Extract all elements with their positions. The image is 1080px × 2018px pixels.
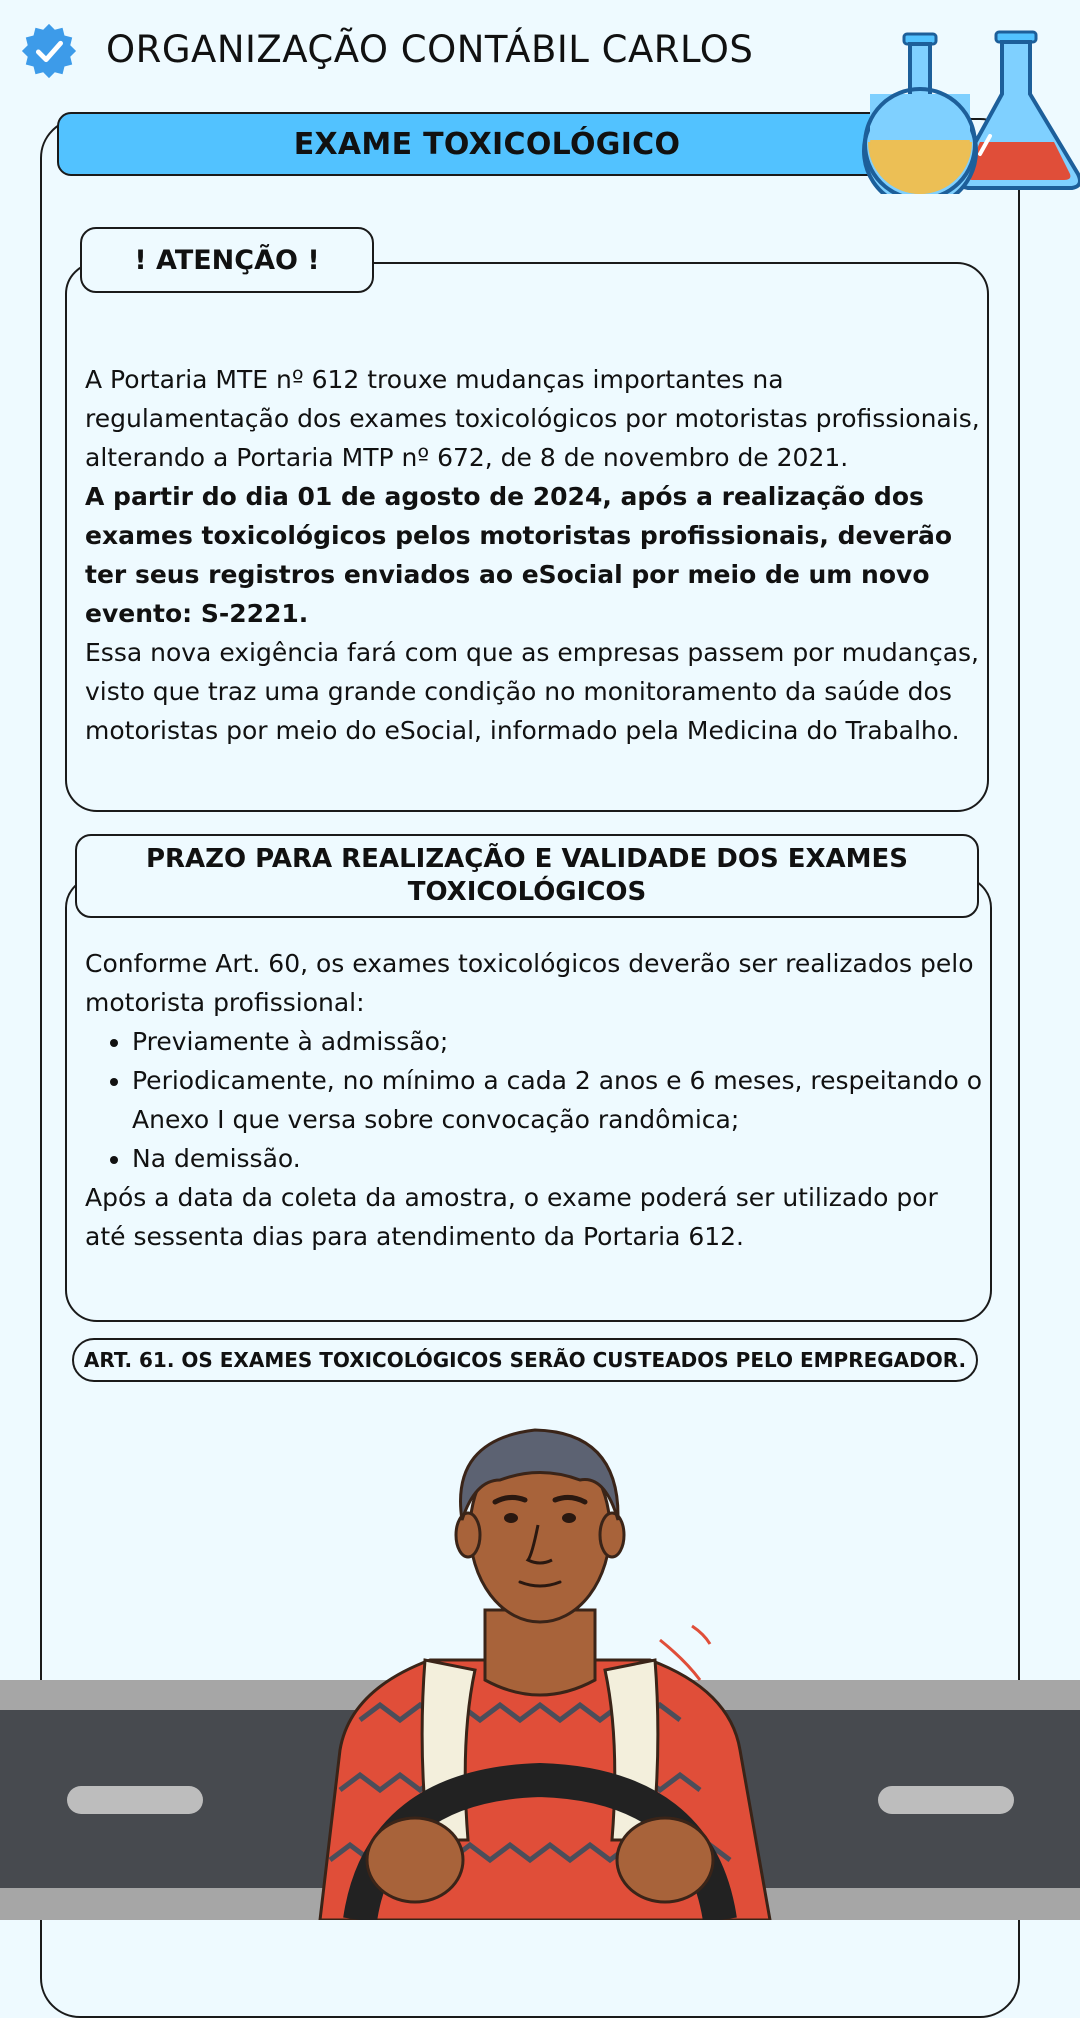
- list-item: • Previamente à admissão;: [132, 1022, 985, 1061]
- deadline-heading: PRAZO PARA REALIZAÇÃO E VALIDADE DOS EXAMES TOXICOLÓGICOS: [75, 834, 979, 918]
- company-name: ORGANIZAÇÃO CONTÁBIL CARLOS: [106, 28, 754, 71]
- deadline-intro: Conforme Art. 60, os exames toxicológicos deverão ser realizados pelo motorista profissional:: [85, 949, 974, 1017]
- deadline-outro: Após a data da coleta da amostra, o exame poderá ser utilizado por até sessenta dias para atendimento da Portaria 612.: [85, 1183, 938, 1251]
- deadline-list: [85, 1022, 985, 1178]
- lab-flasks-icon: [860, 24, 1080, 194]
- page-title: EXAME TOXICOLÓGICO: [57, 112, 917, 176]
- list-item: • Na demissão.: [132, 1139, 985, 1178]
- attention-paragraph-2: A partir do dia 01 de agosto de 2024, após a realização dos exames toxicológicos pelos motoristas profissionais, deverão ter seus registros enviados ao eSocial por meio de um novo evento: S-2221.: [85, 482, 953, 628]
- lane-marking-right: [878, 1786, 1014, 1814]
- verified-badge-icon: [20, 22, 78, 80]
- driver-illustration: [300, 1420, 780, 1920]
- list-item: • Periodicamente, no mínimo a cada 2 anos e 6 meses, respeitando o Anexo I que versa sobre convocação randômica;: [132, 1061, 985, 1139]
- attention-heading: ! ATENÇÃO !: [80, 227, 374, 293]
- attention-paragraph-1: A Portaria MTE nº 612 trouxe mudanças importantes na regulamentação dos exames toxicológicos por motoristas profissionais, alterando a Portaria MTP nº 672, de 8 de novembro de 2021.: [85, 365, 980, 472]
- attention-paragraph-3: Essa nova exigência fará com que as empresas passem por mudanças, visto que traz uma grande condição no monitoramento da saúde dos motoristas por meio do eSocial, informado pela Medicina do Trabalho.: [85, 638, 979, 745]
- art61-banner: ART. 61. OS EXAMES TOXICOLÓGICOS SERÃO CUSTEADOS PELO EMPREGADOR.: [72, 1338, 978, 1382]
- deadline-content: [85, 944, 985, 1256]
- lane-marking-left: [67, 1786, 203, 1814]
- attention-text: [85, 360, 983, 750]
